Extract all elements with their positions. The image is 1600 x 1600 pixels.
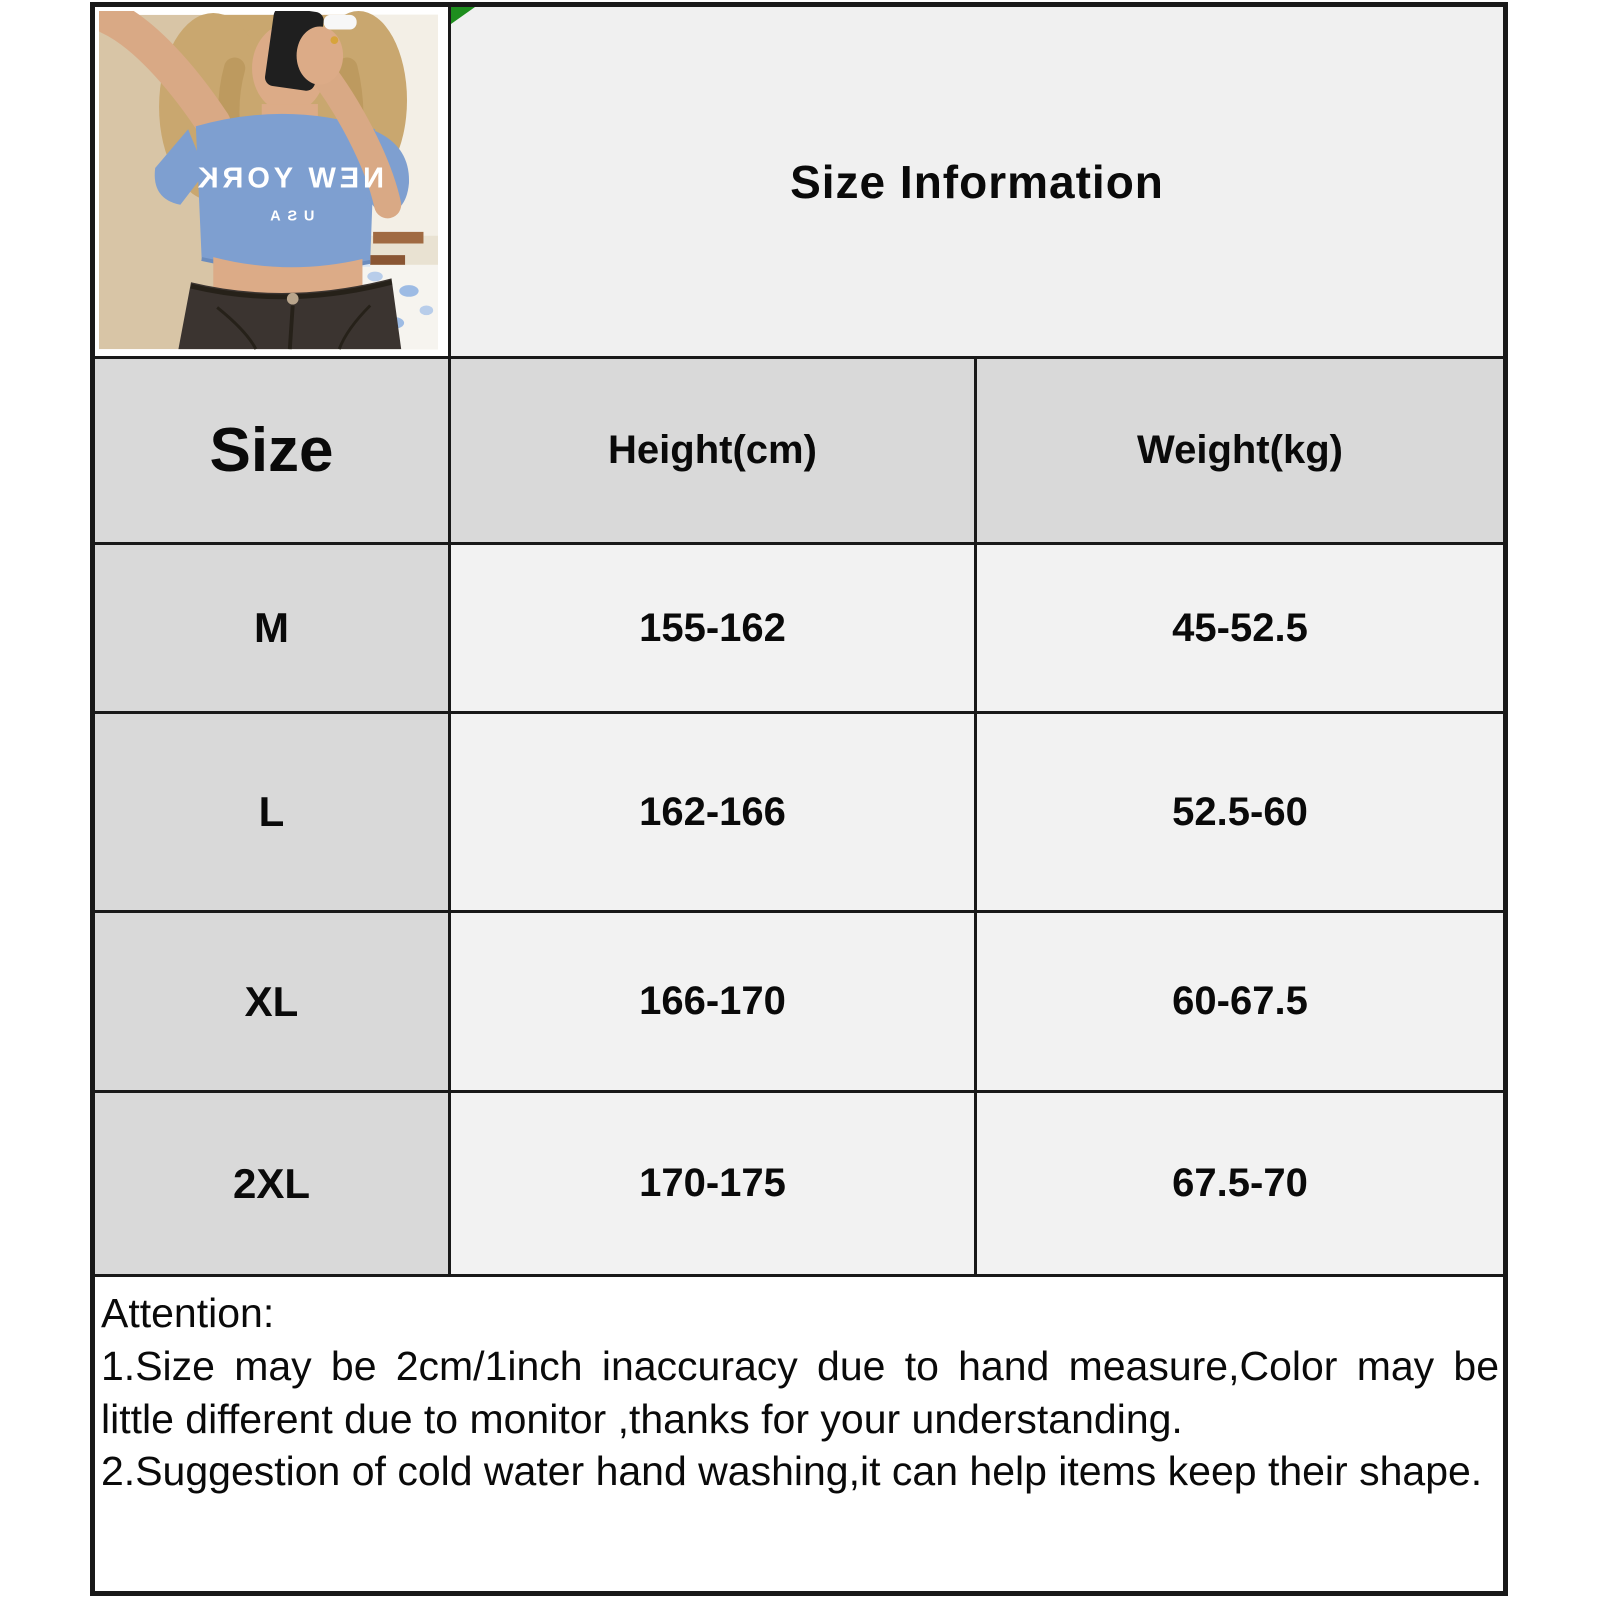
attention-note-1: 1.Size may be 2cm/1inch inaccuracy due to hand measure,Color may be little different due to monitor ,thanks for your understanding. [101, 1343, 1499, 1442]
table-cell-weight-l: 52.5-60 [977, 714, 1503, 913]
product-photo-cell [95, 7, 451, 359]
green-corner-marker-icon [451, 7, 475, 24]
table-cell-weight-xl: 60-67.5 [977, 913, 1503, 1093]
table-cell-weight-m: 45-52.5 [977, 545, 1503, 714]
attention-section [95, 1277, 1503, 1591]
column-header-weight: Weight(kg) [977, 359, 1503, 545]
table-cell-height-xl: 166-170 [451, 913, 977, 1093]
product-photo [99, 11, 438, 353]
column-header-size: Size [95, 359, 451, 545]
table-cell-height-2xl: 170-175 [451, 1093, 977, 1277]
table-row-size-m: M [95, 545, 451, 714]
attention-note-2: 2.Suggestion of cold water hand washing,it can help items keep their shape. [101, 1448, 1483, 1495]
table-row-size-l: L [95, 714, 451, 913]
table-cell-height-l: 162-166 [451, 714, 977, 913]
shirt-print-subtext: USA [263, 208, 315, 225]
table-row-size-2xl: 2XL [95, 1093, 451, 1277]
table-cell-weight-2xl: 67.5-70 [977, 1093, 1503, 1277]
table-row-size-xl: XL [95, 913, 451, 1093]
title-cell [451, 7, 1503, 359]
column-header-height: Height(cm) [451, 359, 977, 545]
shirt-print-text: NEW YORK [193, 162, 384, 195]
table-cell-height-m: 155-162 [451, 545, 977, 714]
attention-label: Attention: [101, 1290, 275, 1336]
page-title: Size Information [790, 155, 1164, 208]
size-chart-table [90, 2, 1508, 1596]
